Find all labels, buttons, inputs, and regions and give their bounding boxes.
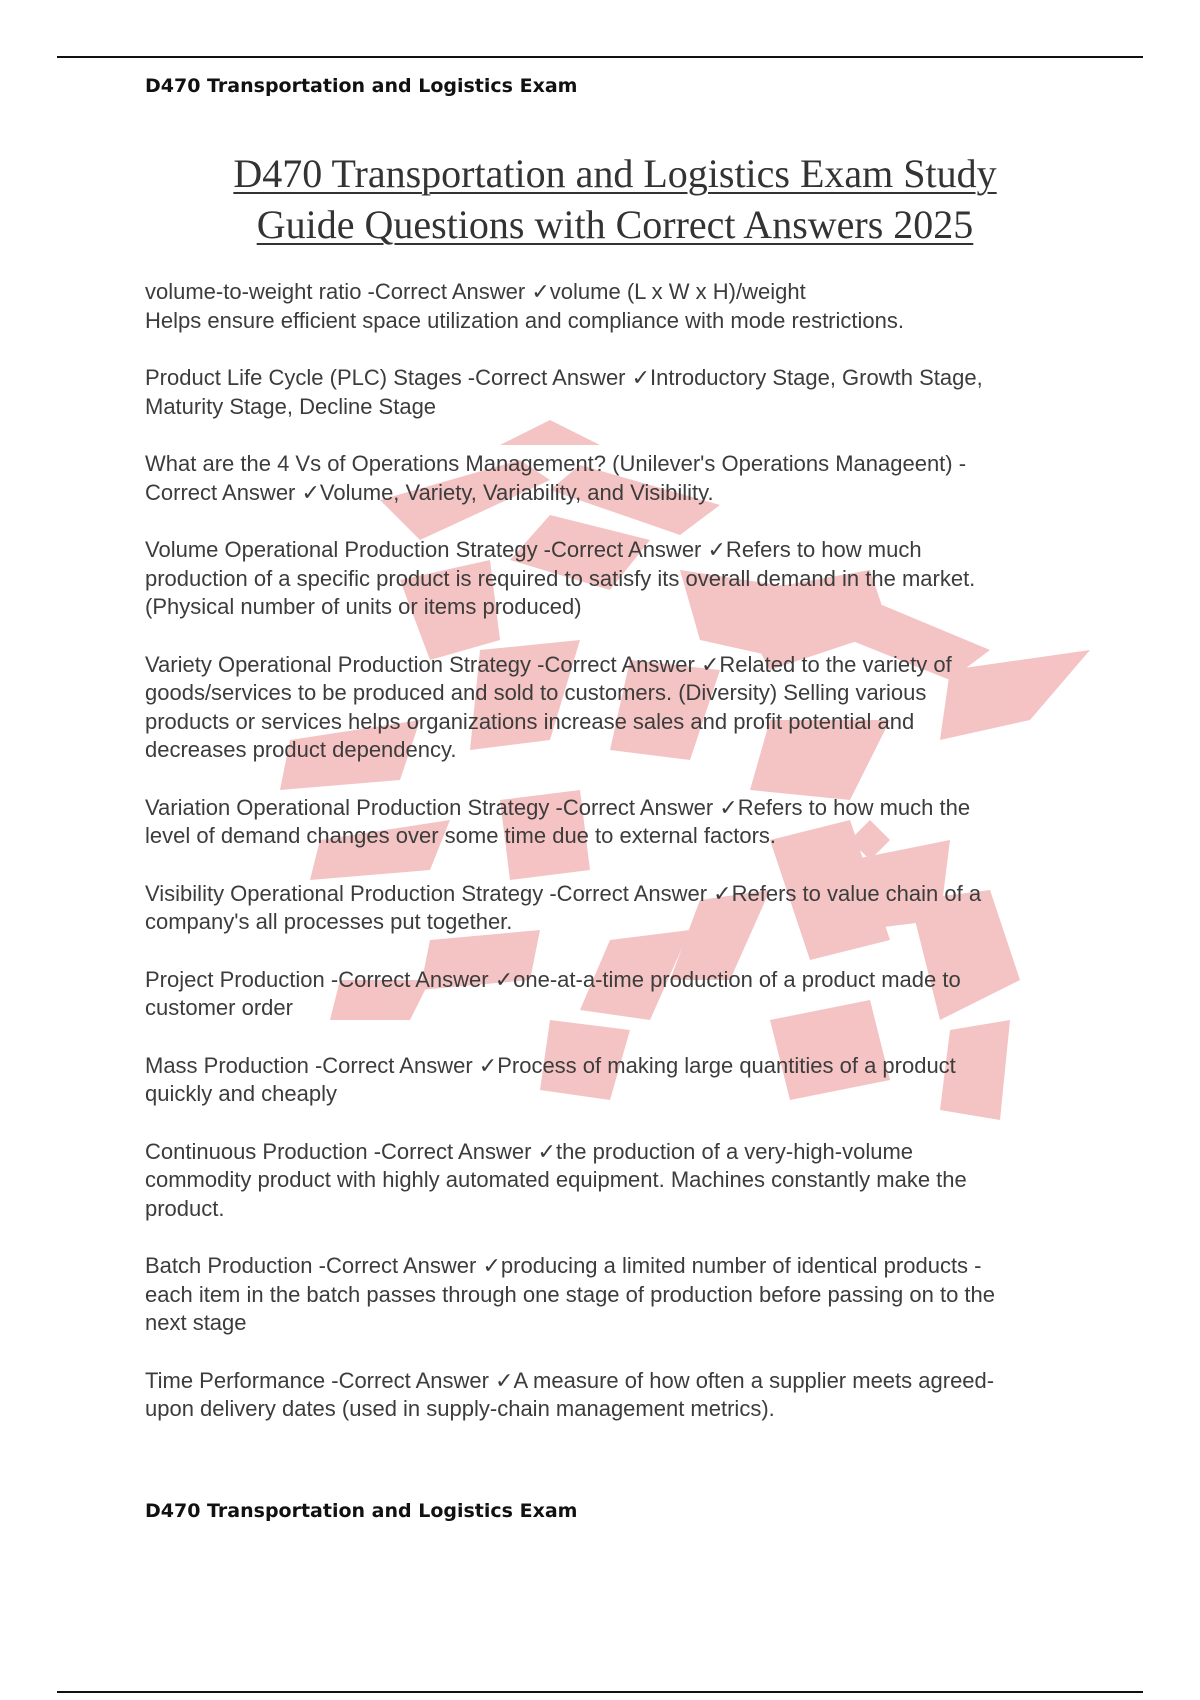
- document-title: [120, 148, 1110, 250]
- qa-item-project-production: Project Production -Correct Answer ✓one-at-a-time production of a product made to customer order: [145, 966, 961, 1020]
- qa-item-continuous-production: Continuous Production -Correct Answer ✓the production of a very-high-volume commodity product with highly automated equipment. Machines constantly make the product.: [145, 1138, 967, 1221]
- qa-item-visibility-strategy: Visibility Operational Production Strategy -Correct Answer ✓Refers to value chain of a company's all processes put together.: [145, 880, 982, 934]
- qa-list: [145, 278, 1095, 1424]
- qa-item-mass-production: Mass Production -Correct Answer ✓Process of making large quantities of a product quickly and cheaply: [145, 1052, 956, 1106]
- qa-item-variation-strategy: Variation Operational Production Strategy -Correct Answer ✓Refers to how much the level of demand changes over some time due to external factors.: [145, 794, 971, 848]
- title-line-1: D470 Transportation and Logistics Exam Study: [233, 151, 997, 196]
- qa-item-volume-strategy: Volume Operational Production Strategy -Correct Answer ✓Refers to how much production of a specific product is required to satisfy its overall demand in the market. (Physical number of units or items produced): [145, 537, 976, 619]
- page-header-label: D470 Transportation and Logistics Exam: [145, 75, 578, 97]
- page-footer-label: D470 Transportation and Logistics Exam: [145, 1500, 578, 1522]
- qa-item-4vs: What are the 4 Vs of Operations Management? (Unilever's Operations Manageent) - Correct Answer ✓Volume, Variety, Variability, and Visibility.: [145, 451, 967, 505]
- bottom-rule: [57, 1691, 1143, 1693]
- qa-item-time-performance: Time Performance -Correct Answer ✓A measure of how often a supplier meets agreed- upon delivery dates (used in supply-chain management metrics).: [145, 1367, 995, 1421]
- qa-item-volume-to-weight: volume-to-weight ratio -Correct Answer ✓volume (L x W x H)/weight Helps ensure efficient space utilization and compliance with mode restrictions.: [145, 279, 904, 333]
- title-line-2: Guide Questions with Correct Answers 2025: [256, 202, 974, 247]
- qa-item-plc-stages: Product Life Cycle (PLC) Stages -Correct Answer ✓Introductory Stage, Growth Stage, Maturity Stage, Decline Stage: [145, 365, 983, 419]
- qa-item-batch-production: Batch Production -Correct Answer ✓producing a limited number of identical products - each item in the batch passes through one stage of production before passing on to the next stage: [145, 1253, 996, 1335]
- top-rule: [57, 56, 1143, 58]
- qa-item-variety-strategy: Variety Operational Production Strategy -Correct Answer ✓Related to the variety of goods/services to be produced and sold to customers. (Diversity) Selling various products or services helps organizations increase sales and profit potential and decreases product dependency.: [145, 651, 952, 762]
